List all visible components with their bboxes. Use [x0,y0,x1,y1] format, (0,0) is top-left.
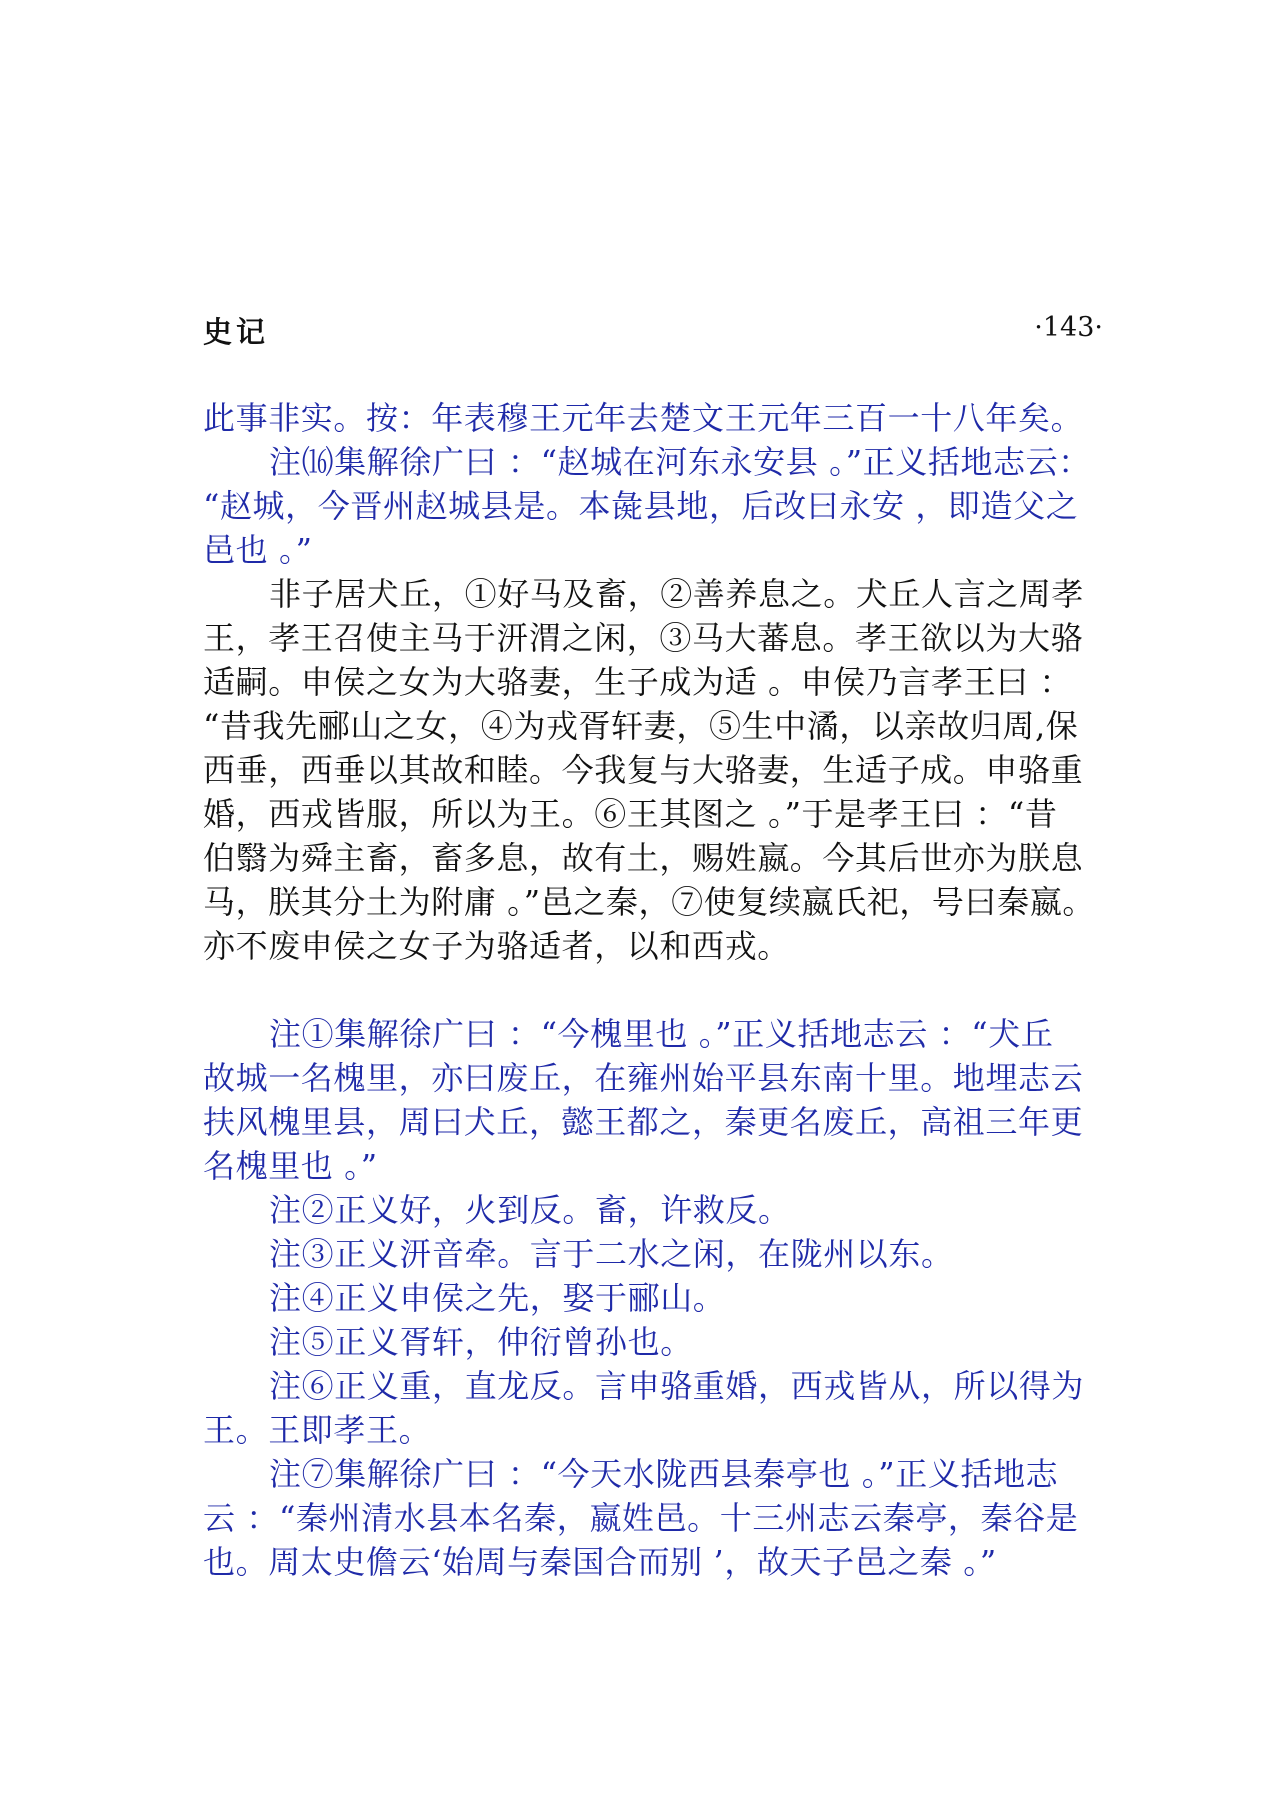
annotation-line: 此事非实。按：年表穆王元年去楚文王元年三百一十八年矣。 [203,399,1084,437]
annotation-line: 注⑥正义重，直龙反。言申骆重婚，西戎皆从，所以得为 [269,1367,1085,1405]
page-header [203,310,1103,354]
annotation-line: 注⑦集解徐广曰 ：“今天水陇西县秦亭也 。”正义括地志 [269,1455,1059,1493]
annotation-line: 扶风槐里县，周曰犬丘，懿王都之，秦更名废丘，高祖三年更 [203,1103,1084,1141]
annotation-line: 故城一名槐里，亦曰废丘，在雍州始平县东南十里。地埋志云 [203,1059,1084,1097]
book-title: 史记 [203,315,270,349]
annotation-line: 也。周太史儋云‘始周与秦国合而别 ’，故天子邑之秦 。” [203,1543,997,1581]
main-text-line: 王，孝王召使主马于汧渭之闲，③马大蕃息。孝王欲以为大骆 [203,619,1084,657]
annotation-line: 注①集解徐广曰 ：“今槐里也 。”正义括地志云 ：“犬丘 [269,1015,1054,1053]
main-text-line: 婚，西戎皆服，所以为王。⑥王其图之 。”于是孝王曰 ：“昔 [203,795,1058,833]
main-text-line: “昔我先郦山之女，④为戎胥轩妻，⑤生中潏，以亲故归周,保 [203,707,1079,745]
annotation-line: 云 ：“秦州清水县本名秦，嬴姓邑。十三州志云秦亭，秦谷是 [203,1499,1079,1537]
annotation-line: 注④正义申侯之先，娶于郦山。 [269,1279,726,1317]
main-text-line: 马，朕其分土为附庸 。”邑之秦，⑦使复续嬴氏祀，号曰秦嬴。 [203,883,1095,921]
annotation-line: 注⒃集解徐广曰 ：“赵城在河东永安县 。”正义括地志云： [269,443,1091,481]
annotation-line: 注③正义汧音牵。言于二水之闲，在陇州以东。 [269,1235,954,1273]
main-text-line: 西垂，西垂以其故和睦。今我复与大骆妻，生适子成。申骆重 [203,751,1084,789]
main-text-line: 亦不废申侯之女子为骆适者，以和西戎。 [203,927,790,965]
annotation-line: 注②正义好，火到反。畜，许救反。 [269,1191,791,1229]
annotation-line: 王。王即孝王。 [203,1411,432,1449]
annotation-line: 注⑤正义胥轩，仲衍曾孙也。 [269,1323,693,1361]
main-text-line: 非子居犬丘，①好马及畜，②善养息之。犬丘人言之周孝 [269,575,1085,613]
paragraph-gap [203,968,1103,1012]
main-text-line: 适嗣。申侯之女为大骆妻，生子成为适 。申侯乃言孝王曰 ： [203,663,1073,701]
annotation-line: 名槐里也 。” [203,1147,378,1185]
page-number: ·143· [1034,312,1103,343]
main-text-line: 伯翳为舜主畜，畜多息，故有土，赐姓嬴。今其后世亦为朕息 [203,839,1084,877]
page-body [203,396,1103,1584]
annotation-line: 邑也 。” [203,531,313,569]
annotation-line: “赵城，今晋州赵城县是。本彘县地，后改曰永安 ，即造父之 [203,487,1079,525]
